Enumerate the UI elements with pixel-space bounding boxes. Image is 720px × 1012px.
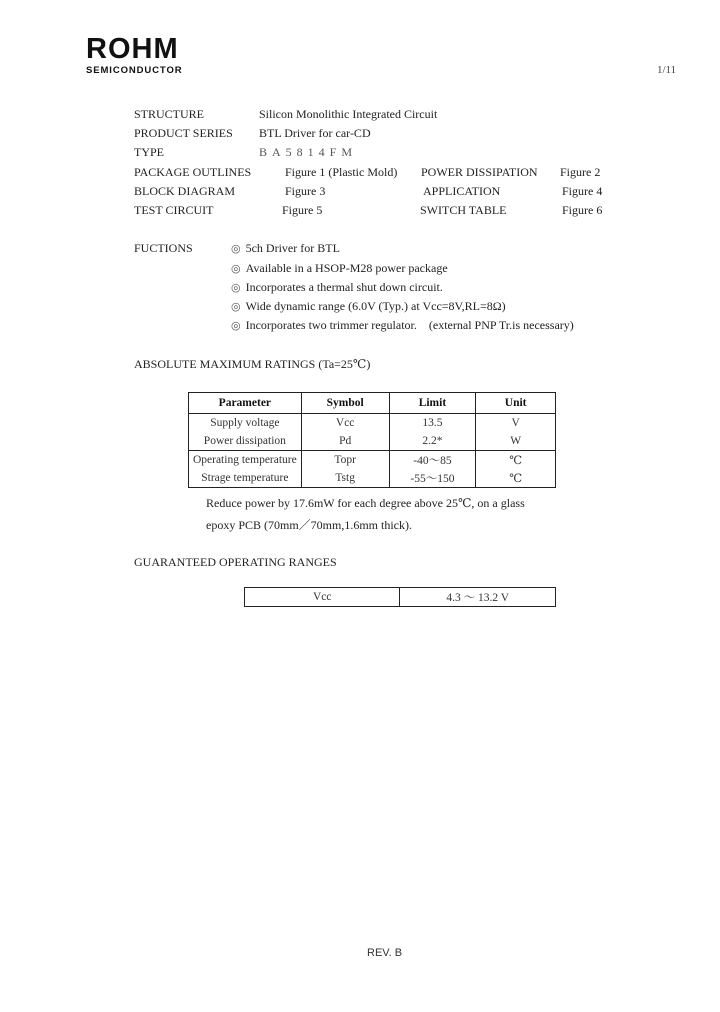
function-text: Wide dynamic range (6.0V (Typ.) at Vcc=8V,RL=8Ω) [245,299,506,313]
ratings-title: ABSOLUTE MAXIMUM RATINGS (Ta=25℃) [134,357,371,371]
test-circuit-value: Figure 5 [282,203,323,217]
function-item [231,261,448,276]
rohm-logo-subtitle: SEMICONDUCTOR [86,65,183,76]
functions-label: FUCTIONS [134,241,193,255]
cell-unit: V [476,414,556,433]
cell-parameter: Power dissipation [189,432,302,451]
structure-label: STRUCTURE [134,107,205,121]
cell-symbol: Pd [301,432,389,451]
bullet-icon: ◎ [231,262,241,275]
cell-limit: 2.2* [389,432,476,451]
bullet-icon: ◎ [231,300,241,313]
switch-table-label: SWITCH TABLE [420,203,507,217]
ratings-table [188,392,556,488]
ratings-note-line1: Reduce power by 17.6mW for each degree above 25℃, on a glass [206,496,525,510]
guaranteed-value: 4.3 ～ 13.2 V [400,588,556,607]
table-row [189,451,556,470]
type-value: BA5814FM [259,145,358,159]
cell-symbol: Vcc [301,414,389,433]
header-unit: Unit [476,393,556,414]
function-item [231,241,340,256]
rohm-logo: ROHM [86,33,179,65]
product-series-value: BTL Driver for car-CD [259,126,371,140]
structure-value: Silicon Monolithic Integrated Circuit [259,107,438,121]
function-text: 5ch Driver for BTL [245,241,340,255]
power-dissipation-value: Figure 2 [560,165,601,179]
cell-unit: ℃ [476,469,556,488]
function-text: Available in a HSOP-M28 power package [245,261,448,275]
bullet-icon: ◎ [231,281,241,294]
type-label: TYPE [134,145,164,159]
page-number: 1/11 [657,64,677,76]
guaranteed-label: Vcc [245,588,400,607]
cell-symbol: Topr [301,451,389,470]
function-item [231,318,574,333]
guaranteed-table [244,587,556,607]
package-label: PACKAGE OUTLINES [134,165,252,179]
guaranteed-title: GUARANTEED OPERATING RANGES [134,555,337,569]
cell-limit: -55～150 [389,469,476,488]
switch-table-value: Figure 6 [562,203,603,217]
cell-parameter: Strage temperature [189,469,302,488]
block-diagram-value: Figure 3 [285,184,326,198]
cell-unit: W [476,432,556,451]
cell-parameter: Operating temperature [189,451,302,470]
cell-unit: ℃ [476,451,556,470]
function-item [231,280,443,295]
ratings-note-line2: epoxy PCB (70mm／70mm,1.6mm thick). [206,518,412,532]
table-row [189,432,556,451]
table-row [245,588,556,607]
application-label: APPLICATION [423,184,501,198]
package-value: Figure 1 (Plastic Mold) [285,165,398,179]
test-circuit-label: TEST CIRCUIT [134,203,214,217]
revision-label: REV. B [367,947,403,959]
function-text: Incorporates a thermal shut down circuit. [245,280,443,294]
application-value: Figure 4 [562,184,603,198]
table-row [189,469,556,488]
product-series-label: PRODUCT SERIES [134,126,233,140]
bullet-icon: ◎ [231,242,241,255]
cell-symbol: Tstg [301,469,389,488]
power-dissipation-label: POWER DISSIPATION [421,165,538,179]
header-parameter: Parameter [189,393,302,414]
table-row [189,414,556,433]
ratings-header-row [189,393,556,414]
function-item [231,299,506,314]
cell-limit: -40～85 [389,451,476,470]
bullet-icon: ◎ [231,319,241,332]
cell-limit: 13.5 [389,414,476,433]
cell-parameter: Supply voltage [189,414,302,433]
function-text: Incorporates two trimmer regulator. (external PNP Tr.is necessary) [245,318,574,332]
header-symbol: Symbol [301,393,389,414]
block-diagram-label: BLOCK DIAGRAM [134,184,236,198]
header-limit: Limit [389,393,476,414]
